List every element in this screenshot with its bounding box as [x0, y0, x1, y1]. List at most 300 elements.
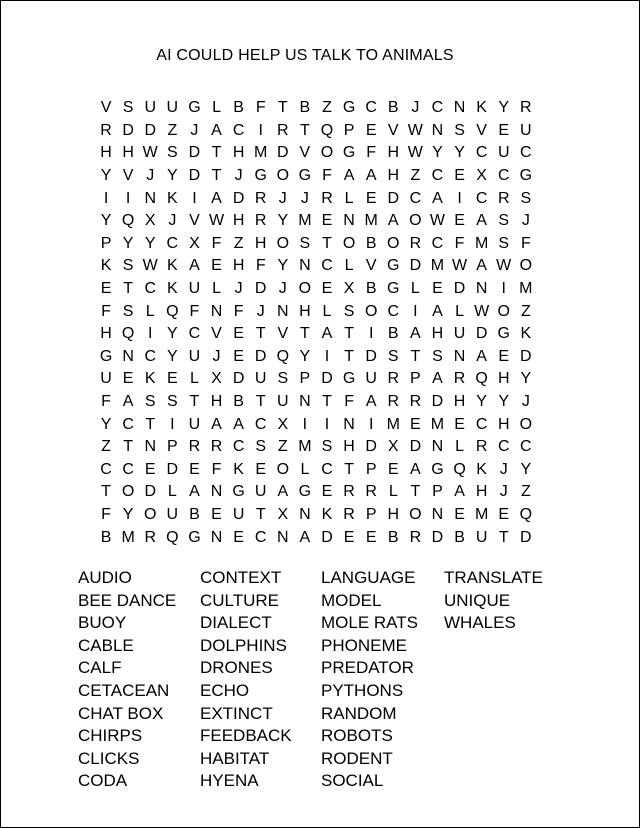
- grid-letter: Q: [453, 460, 466, 478]
- grid-letter: S: [454, 121, 465, 139]
- grid-letter: A: [387, 212, 399, 230]
- grid-letter: A: [476, 212, 487, 230]
- word-list-item: PHONEME: [321, 635, 407, 655]
- grid-letter: A: [432, 302, 443, 320]
- grid-letter: D: [409, 438, 422, 456]
- grid-letter: W: [474, 302, 490, 320]
- grid-letter: Z: [322, 99, 332, 117]
- word-column: [78, 567, 176, 793]
- grid-letter: L: [322, 302, 332, 320]
- grid-row: [95, 233, 545, 256]
- grid-letter: Y: [122, 505, 134, 523]
- grid-letter: S: [498, 212, 510, 230]
- grid-letter: W: [407, 144, 423, 162]
- grid-letter: C: [144, 280, 157, 298]
- grid-letter: B: [365, 234, 377, 252]
- grid-letter: A: [122, 393, 134, 411]
- grid-letter: A: [189, 483, 200, 501]
- grid-letter: B: [365, 280, 377, 298]
- grid-letter: X: [189, 234, 200, 252]
- grid-letter: E: [233, 528, 244, 546]
- grid-letter: Q: [320, 121, 334, 139]
- grid-letter: D: [365, 438, 377, 456]
- word-list-item: CHAT BOX: [78, 703, 164, 723]
- grid-letter: I: [103, 189, 109, 207]
- grid-letter: G: [387, 280, 400, 298]
- word-list-item: PYTHONS: [321, 680, 404, 700]
- grid-letter: H: [232, 257, 245, 275]
- grid-letter: H: [210, 393, 223, 411]
- grid-letter: P: [343, 121, 355, 139]
- word-list-item: DOLPHINS: [200, 635, 287, 655]
- grid-letter: C: [431, 234, 444, 252]
- grid-letter: N: [210, 302, 223, 320]
- grid-letter: K: [520, 325, 532, 343]
- grid-letter: E: [144, 460, 156, 478]
- grid-letter: X: [343, 280, 355, 298]
- grid-letter: V: [189, 212, 200, 230]
- grid-letter: I: [368, 415, 374, 433]
- word-list-item: MOLE RATS: [321, 613, 418, 633]
- grid-letter: Y: [166, 167, 178, 185]
- grid-letter: V: [365, 257, 377, 275]
- grid-letter: U: [100, 370, 112, 388]
- grid-letter: T: [189, 393, 200, 411]
- grid-letter: W: [407, 121, 423, 139]
- grid-letter: T: [123, 280, 134, 298]
- grid-letter: R: [387, 370, 400, 388]
- grid-letter: Q: [166, 528, 179, 546]
- grid-letter: A: [432, 370, 443, 388]
- grid-letter: T: [344, 347, 354, 365]
- grid-letter: N: [277, 528, 289, 546]
- grid-letter: T: [322, 234, 332, 252]
- grid-letter: T: [344, 325, 354, 343]
- grid-letter: F: [255, 257, 266, 275]
- grid-row: [95, 120, 545, 143]
- grid-letter: R: [409, 393, 422, 411]
- grid-letter: D: [431, 528, 444, 546]
- puzzle-title: AI COULD HELP US TALK TO ANIMALS: [156, 47, 454, 64]
- grid-letter: G: [342, 144, 356, 162]
- grid-letter: D: [409, 257, 422, 275]
- grid-letter: H: [343, 438, 355, 456]
- word-list-item: LANGUAGE: [321, 568, 416, 587]
- grid-letter: D: [475, 325, 488, 343]
- grid-letter: N: [453, 99, 466, 117]
- grid-letter: T: [277, 99, 288, 117]
- word-list-item: EXTINCT: [200, 703, 273, 723]
- grid-letter: N: [475, 280, 488, 298]
- grid-letter: S: [166, 393, 178, 411]
- grid-row: [95, 300, 545, 323]
- grid-row: [95, 323, 545, 346]
- grid-letter: O: [276, 167, 290, 185]
- grid-letter: V: [299, 144, 311, 162]
- grid-letter: E: [454, 212, 465, 230]
- grid-letter: L: [344, 257, 354, 275]
- word-list-item: ECHO: [200, 680, 250, 700]
- grid-letter: Y: [520, 460, 532, 478]
- grid-letter: R: [497, 189, 510, 207]
- grid-letter: K: [166, 257, 178, 275]
- grid-letter: I: [258, 121, 263, 139]
- grid-letter: X: [144, 212, 156, 230]
- grid-letter: C: [166, 234, 179, 252]
- grid-letter: N: [299, 257, 311, 275]
- grid-letter: H: [497, 370, 510, 388]
- grid-letter: A: [189, 257, 200, 275]
- grid-letter: C: [431, 167, 444, 185]
- grid-letter: N: [299, 393, 311, 411]
- grid-letter: Y: [498, 393, 510, 411]
- grid-letter: L: [410, 280, 420, 298]
- grid-letter: U: [166, 99, 179, 117]
- grid-letter: M: [519, 280, 533, 298]
- grid-letter: F: [454, 234, 465, 252]
- word-list-item: ROBOTS: [321, 726, 393, 746]
- grid-letter: M: [298, 212, 312, 230]
- grid-letter: H: [254, 234, 267, 252]
- grid-letter: T: [300, 121, 310, 139]
- grid-letter: H: [100, 325, 112, 343]
- grid-letter: V: [211, 325, 222, 343]
- grid-letter: M: [254, 144, 268, 162]
- grid-letter: A: [454, 483, 465, 501]
- grid-letter: E: [498, 505, 510, 523]
- grid-letter: P: [365, 505, 377, 523]
- grid-letter: C: [475, 144, 488, 162]
- grid-letter: N: [210, 528, 223, 546]
- grid-letter: F: [101, 393, 111, 411]
- grid-letter: R: [409, 234, 422, 252]
- grid-letter: N: [453, 347, 466, 365]
- grid-letter: N: [343, 212, 355, 230]
- grid-letter: G: [298, 167, 312, 185]
- grid-letter: R: [254, 189, 267, 207]
- grid-letter: L: [212, 280, 221, 298]
- grid-letter: S: [321, 438, 333, 456]
- grid-letter: K: [321, 505, 333, 523]
- grid-letter: U: [166, 505, 179, 523]
- grid-letter: O: [121, 483, 135, 501]
- word-list-item: FEEDBACK: [200, 726, 292, 746]
- grid-letter: O: [298, 280, 312, 298]
- grid-letter: C: [431, 99, 444, 117]
- grid-letter: E: [211, 257, 222, 275]
- grid-letter: H: [475, 483, 488, 501]
- grid-letter: T: [410, 483, 421, 501]
- grid-letter: P: [365, 460, 377, 478]
- grid-letter: A: [476, 257, 487, 275]
- grid-letter: Y: [144, 234, 156, 252]
- grid-letter: C: [497, 438, 510, 456]
- grid-letter: H: [387, 505, 400, 523]
- word-list-item: HYENA: [200, 771, 259, 791]
- grid-letter: G: [342, 99, 356, 117]
- grid-letter: Y: [476, 393, 487, 411]
- grid-letter: T: [322, 393, 332, 411]
- grid-letter: O: [497, 302, 510, 320]
- grid-row: [95, 391, 545, 414]
- grid-letter: U: [520, 121, 532, 139]
- grid-letter: O: [387, 234, 400, 252]
- grid-letter: S: [122, 302, 134, 320]
- grid-letter: I: [457, 189, 462, 207]
- word-list-item: RANDOM: [321, 703, 397, 723]
- grid-letter: E: [211, 505, 222, 523]
- grid-row: [95, 481, 545, 504]
- grid-row: [95, 526, 545, 549]
- grid-letter: C: [409, 189, 422, 207]
- word-list-item: PREDATOR: [321, 658, 414, 678]
- grid-letter: A: [299, 528, 311, 546]
- grid-letter: E: [365, 121, 377, 139]
- grid-row: [95, 210, 545, 233]
- grid-letter: W: [142, 257, 158, 275]
- grid-letter: H: [299, 302, 311, 320]
- grid-letter: F: [344, 393, 354, 411]
- grid-letter: R: [254, 212, 267, 230]
- grid-letter: Z: [167, 121, 178, 139]
- grid-letter: E: [410, 415, 421, 433]
- grid-letter: L: [212, 99, 221, 117]
- grid-letter: I: [148, 325, 153, 343]
- grid-letter: E: [365, 528, 377, 546]
- grid-letter: W: [142, 144, 158, 162]
- grid-letter: Y: [520, 370, 532, 388]
- grid-letter: W: [208, 212, 225, 230]
- grid-letter: C: [122, 415, 134, 433]
- grid-letter: R: [100, 121, 112, 139]
- grid-letter: C: [497, 167, 510, 185]
- grid-letter: G: [387, 257, 400, 275]
- grid-letter: N: [431, 505, 444, 523]
- grid-letter: T: [145, 415, 156, 433]
- grid-letter: C: [321, 460, 333, 478]
- grid-row: [95, 278, 545, 301]
- grid-letter: O: [320, 144, 334, 162]
- grid-letter: R: [365, 483, 377, 501]
- grid-letter: F: [322, 167, 332, 185]
- grid-letter: R: [321, 189, 333, 207]
- word-list-item: RODENT: [321, 748, 393, 768]
- grid-row: [95, 459, 545, 482]
- grid-letter: C: [254, 528, 267, 546]
- grid-letter: C: [321, 257, 333, 275]
- grid-letter: E: [454, 167, 465, 185]
- grid-letter: E: [365, 189, 377, 207]
- grid-row: [95, 165, 545, 188]
- grid-letter: R: [188, 438, 201, 456]
- word-list-item: UNIQUE: [444, 590, 511, 610]
- grid-letter: G: [254, 167, 267, 185]
- grid-letter: K: [166, 189, 178, 207]
- word-list-item: CETACEAN: [78, 680, 170, 700]
- grid-letter: H: [431, 325, 444, 343]
- grid-letter: U: [277, 393, 289, 411]
- grid-letter: N: [210, 483, 223, 501]
- grid-letter: U: [254, 370, 267, 388]
- grid-letter: F: [101, 505, 111, 523]
- grid-letter: C: [188, 325, 201, 343]
- grid-letter: Y: [166, 325, 178, 343]
- grid-letter: I: [170, 415, 175, 433]
- grid-letter: K: [233, 460, 244, 478]
- grid-letter: S: [343, 302, 355, 320]
- grid-letter: D: [254, 347, 267, 365]
- grid-letter: K: [100, 257, 112, 275]
- grid-letter: L: [455, 302, 464, 320]
- grid-letter: P: [299, 370, 311, 388]
- grid-letter: T: [211, 144, 222, 162]
- grid-letter: A: [321, 325, 333, 343]
- word-list-item: CODA: [78, 771, 128, 791]
- grid-letter: G: [298, 483, 312, 501]
- grid-letter: N: [144, 438, 157, 456]
- grid-letter: X: [387, 438, 399, 456]
- grid-letter: N: [431, 438, 444, 456]
- grid-letter: U: [188, 347, 201, 365]
- grid-letter: E: [498, 121, 510, 139]
- grid-letter: H: [100, 144, 112, 162]
- grid-letter: U: [497, 144, 510, 162]
- grid-letter: A: [211, 415, 222, 433]
- grid-letter: D: [321, 528, 333, 546]
- grid-letter: J: [300, 189, 309, 207]
- word-list-item: SOCIAL: [321, 771, 384, 791]
- grid-letter: S: [520, 189, 532, 207]
- grid-letter: B: [233, 393, 244, 411]
- grid-letter: U: [232, 505, 245, 523]
- grid-letter: V: [122, 167, 134, 185]
- word-list-item: CALF: [78, 658, 122, 678]
- grid-letter: J: [521, 393, 530, 411]
- grid-letter: F: [101, 302, 111, 320]
- grid-letter: F: [211, 234, 222, 252]
- grid-letter: W: [451, 257, 468, 275]
- grid-letter: Y: [277, 257, 289, 275]
- grid-letter: F: [255, 99, 266, 117]
- grid-row: [95, 368, 545, 391]
- grid-letter: U: [365, 370, 377, 388]
- grid-letter: W: [429, 212, 445, 230]
- grid-letter: E: [255, 460, 267, 478]
- grid-letter: C: [475, 415, 488, 433]
- grid-letter: N: [144, 189, 157, 207]
- grid-row: [95, 187, 545, 210]
- grid-letter: T: [255, 505, 266, 523]
- grid-letter: Y: [166, 347, 178, 365]
- grid-letter: R: [343, 483, 355, 501]
- word-list-item: WHALES: [444, 613, 516, 633]
- grid-letter: U: [188, 415, 201, 433]
- grid-letter: D: [232, 370, 245, 388]
- grid-letter: H: [387, 167, 400, 185]
- grid-letter: S: [144, 393, 156, 411]
- grid-letter: T: [498, 528, 509, 546]
- grid-letter: C: [232, 438, 245, 456]
- word-list-item: DRONES: [200, 658, 273, 678]
- grid-letter: S: [166, 144, 178, 162]
- grid-letter: A: [432, 189, 443, 207]
- grid-letter: H: [232, 144, 245, 162]
- grid-letter: T: [255, 393, 266, 411]
- grid-letter: Z: [410, 167, 421, 185]
- grid-letter: R: [409, 528, 422, 546]
- grid-letter: H: [232, 212, 245, 230]
- grid-letter: G: [342, 370, 356, 388]
- grid-letter: D: [188, 167, 201, 185]
- grid-letter: E: [498, 347, 510, 365]
- grid-letter: H: [387, 144, 400, 162]
- grid-letter: T: [344, 460, 354, 478]
- grid-letter: I: [324, 415, 330, 433]
- grid-letter: B: [189, 505, 200, 523]
- grid-letter: V: [100, 99, 112, 117]
- grid-letter: M: [430, 257, 445, 275]
- letter-grid: [95, 97, 545, 549]
- grid-letter: I: [125, 189, 131, 207]
- grid-letter: D: [122, 121, 134, 139]
- grid-letter: G: [431, 460, 444, 478]
- grid-letter: D: [254, 280, 267, 298]
- grid-letter: O: [276, 460, 290, 478]
- grid-letter: X: [476, 167, 487, 185]
- grid-letter: G: [497, 325, 510, 343]
- grid-letter: J: [234, 280, 243, 298]
- grid-letter: J: [146, 167, 155, 185]
- grid-letter: S: [122, 99, 134, 117]
- grid-letter: E: [122, 370, 134, 388]
- grid-letter: P: [166, 438, 178, 456]
- grid-letter: Q: [475, 370, 488, 388]
- grid-letter: Y: [100, 415, 112, 433]
- grid-letter: M: [386, 415, 400, 433]
- grid-letter: A: [211, 121, 222, 139]
- grid-letter: O: [342, 234, 356, 252]
- grid-letter: S: [255, 438, 267, 456]
- grid-letter: O: [144, 505, 157, 523]
- grid-letter: Q: [276, 347, 290, 365]
- grid-letter: Y: [100, 167, 112, 185]
- grid-letter: F: [520, 234, 531, 252]
- grid-letter: M: [121, 528, 135, 546]
- grid-letter: C: [475, 189, 488, 207]
- grid-letter: E: [321, 483, 333, 501]
- grid-row: [95, 142, 545, 165]
- grid-letter: J: [499, 460, 508, 478]
- grid-letter: L: [344, 189, 354, 207]
- word-list-item: MODEL: [321, 590, 382, 610]
- grid-letter: S: [122, 257, 134, 275]
- grid-letter: V: [476, 121, 487, 139]
- grid-letter: R: [210, 438, 223, 456]
- grid-letter: D: [144, 121, 157, 139]
- grid-letter: J: [411, 99, 420, 117]
- grid-letter: H: [497, 415, 510, 433]
- grid-letter: F: [233, 302, 244, 320]
- word-list-item: BUOY: [78, 613, 127, 633]
- grid-letter: T: [255, 325, 266, 343]
- grid-letter: L: [189, 370, 199, 388]
- grid-letter: Z: [233, 234, 244, 252]
- grid-letter: J: [278, 280, 287, 298]
- grid-row: [95, 346, 545, 369]
- grid-letter: E: [233, 347, 244, 365]
- grid-letter: R: [277, 121, 289, 139]
- grid-row: [95, 255, 545, 278]
